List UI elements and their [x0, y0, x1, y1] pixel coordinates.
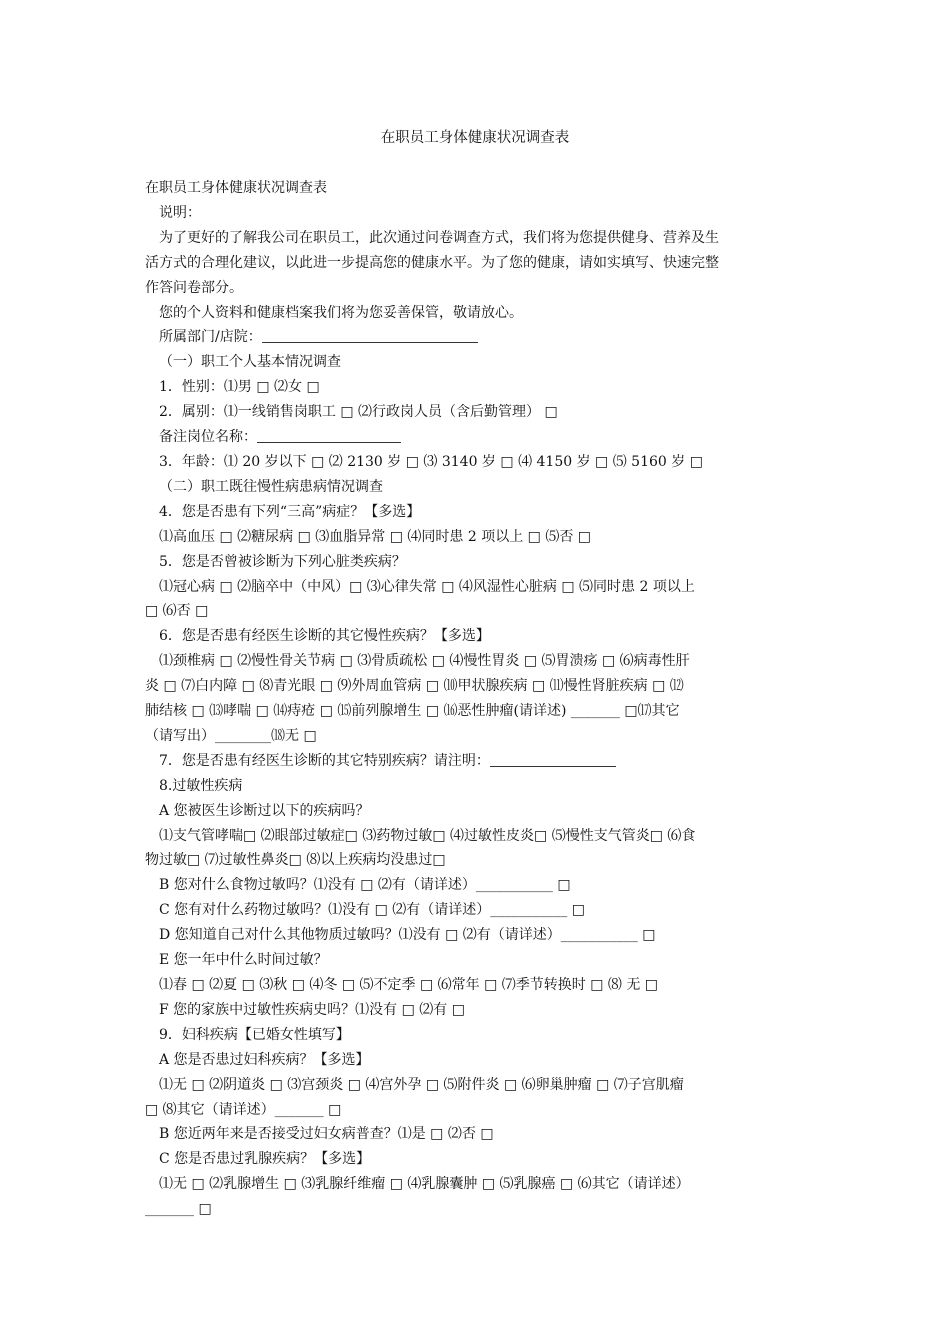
line-text: 物过敏□ ⑺过敏性鼻炎□ ⑻以上疾病均没患过□ [145, 852, 446, 869]
form-line [145, 276, 805, 301]
form-line [145, 575, 805, 600]
line-text: ⑴颈椎病 □ ⑵慢性骨关节病 □ ⑶骨质疏松 □ ⑷慢性胃炎 □ ⑸胃溃疡 □ ⑹病毒性肝 [159, 653, 690, 670]
form-line [145, 450, 805, 475]
line-text: （一）职工个人基本情况调查 [159, 354, 341, 371]
form-line [145, 1048, 805, 1073]
form-line [145, 873, 805, 898]
form-line [145, 923, 805, 948]
line-text: C 您是否患过乳腺疾病？【多选】 [159, 1151, 371, 1168]
form-line [145, 973, 805, 998]
line-text: A 您被医生诊断过以下的疾病吗？ [159, 802, 370, 819]
line-text: 活方式的合理化建议，以此进一步提高您的健康水平。为了您的健康，请如实填写、快速完整 [145, 254, 719, 271]
line-text: □ ⑹否 □ [145, 603, 209, 620]
line-text: 9．妇科疾病【已婚女性填写】 [159, 1026, 350, 1043]
line-text: 说明： [159, 204, 201, 221]
line-text: 7．您是否患有经医生诊断的其它特别疾病？请注明： [159, 752, 490, 769]
line-text: 为了更好的了解我公司在职员工，此次通过问卷调查方式，我们将为您提供健身、营养及生 [159, 229, 719, 246]
line-text: （二）职工既往慢性病患病情况调查 [159, 478, 383, 495]
line-text: 肺结核 □ ⒀哮喘 □ ⒁痔疮 □ ⒂前列腺增生 □ ⒃恶性肿瘤(请详述) _______ □⒄其它 [145, 703, 680, 720]
line-text: F 您的家族中过敏性疾病史吗？⑴没有 □ ⑵有 □ [159, 1001, 465, 1018]
form-line [145, 400, 805, 425]
form-line [145, 1147, 805, 1172]
line-text: ⑴春 □ ⑵夏 □ ⑶秋 □ ⑷冬 □ ⑸不定季 □ ⑹常年 □ ⑺季节转换时 □ ⑻ 无 □ [159, 977, 659, 993]
fill-in-blank[interactable] [257, 427, 401, 443]
line-text: ⑴冠心病 □ ⑵脑卒中（中风）□ ⑶心律失常 □ ⑷风湿性心脏病 □ ⑸同时患 2 项以上 [159, 578, 695, 595]
form-line [145, 375, 805, 400]
line-text: D 您知道自己对什么其他物质过敏吗？⑴没有 □ ⑵有（请详述）___________ □ [159, 927, 656, 944]
form-line [145, 1098, 805, 1123]
form-line [145, 799, 805, 824]
form-line [145, 1122, 805, 1147]
line-text: 炎 □ ⑺白内障 □ ⑻青光眼 □ ⑼外周血管病 □ ⑽甲状腺疾病 □ ⑾慢性肾脏疾病 □ ⑿ [145, 678, 684, 695]
form-line [145, 848, 805, 873]
line-text: 8.过敏性疾病 [159, 777, 243, 794]
document-title: 在职员工身体健康状况调查表 [380, 130, 570, 146]
line-text: 3．年龄：⑴ 20 岁以下 □ ⑵ 2130 岁 □ ⑶ 3140 岁 □ ⑷ 4150 岁 □ ⑸ 5160 岁 □ [159, 453, 703, 470]
line-text: 1．性别：⑴男 □ ⑵女 □ [159, 379, 320, 396]
line-text: A 您是否患过妇科疾病？【多选】 [159, 1051, 370, 1068]
line-text: 5．您是否曾被诊断为下列心脏类疾病？ [159, 553, 406, 570]
line-text: _______ □ [145, 1201, 212, 1218]
form-line [145, 824, 805, 849]
form-line [145, 599, 805, 624]
line-text: B 您对什么食物过敏吗？⑴没有 □ ⑵有（请详述）___________ □ [159, 877, 571, 894]
line-text: 在职员工身体健康状况调查表 [145, 180, 327, 196]
form-line [145, 724, 805, 749]
form-line [145, 624, 805, 649]
form-line [145, 649, 805, 674]
form-line [145, 699, 805, 724]
questionnaire-body [145, 176, 805, 1222]
form-line [145, 998, 805, 1023]
form-line [145, 226, 805, 251]
line-text: □ ⑻其它（请详述）_______ □ [145, 1101, 342, 1118]
line-text: B 您近两年来是否接受过妇女病普查？⑴是 □ ⑵否 □ [159, 1126, 494, 1143]
form-line [145, 525, 805, 550]
form-line [145, 176, 805, 201]
form-line [145, 301, 805, 326]
form-line [145, 350, 805, 375]
form-line [145, 898, 805, 923]
form-line [145, 1197, 805, 1222]
fill-in-blank[interactable] [262, 327, 478, 343]
line-text: 4．您是否患有下列“三高”病症？【多选】 [159, 503, 421, 520]
line-text: C 您有对什么药物过敏吗？⑴没有 □ ⑵有（请详述）___________ □ [159, 902, 585, 919]
form-line [145, 948, 805, 973]
line-text: ⑴无 □ ⑵乳腺增生 □ ⑶乳腺纤维瘤 □ ⑷乳腺囊肿 □ ⑸乳腺癌 □ ⑹其它（请详述） [159, 1176, 690, 1193]
line-text: 6．您是否患有经医生诊断的其它慢性疾病？【多选】 [159, 628, 490, 645]
form-line [145, 1023, 805, 1048]
line-text: ⑴支气管哮喘□ ⑵眼部过敏症□ ⑶药物过敏□ ⑷过敏性皮炎□ ⑸慢性支气管炎□ ⑹食 [159, 827, 696, 844]
line-text: ⑴高血压 □ ⑵糖尿病 □ ⑶血脂异常 □ ⑷同时患 2 项以上 □ ⑸否 □ [159, 528, 591, 545]
form-line [145, 1073, 805, 1098]
form-line [145, 749, 805, 774]
form-line [145, 1172, 805, 1197]
line-text: 所属部门/店院： [159, 329, 262, 346]
form-line [145, 674, 805, 699]
form-line [145, 325, 805, 350]
line-text: 备注岗位名称： [159, 429, 257, 446]
line-text: 2．属别：⑴一线销售岗职工 □ ⑵行政岗人员（含后勤管理） □ [159, 404, 558, 421]
form-line [145, 500, 805, 525]
form-line [145, 475, 805, 500]
form-line [145, 425, 805, 450]
line-text: 作答问卷部分。 [145, 279, 243, 296]
line-text: ⑴无 □ ⑵阴道炎 □ ⑶宫颈炎 □ ⑷宫外孕 □ ⑸附件炎 □ ⑹卵巢肿瘤 □ ⑺子宫肌瘤 [159, 1076, 684, 1093]
form-line [145, 774, 805, 799]
form-line [145, 201, 805, 226]
line-text: E 您一年中什么时间过敏？ [159, 952, 328, 969]
fill-in-blank[interactable] [490, 751, 616, 767]
line-text: （请写出）________⒅无 □ [145, 727, 317, 744]
form-line [145, 251, 805, 276]
form-line [145, 550, 805, 575]
line-text: 您的个人资料和健康档案我们将为您妥善保管，敬请放心。 [159, 304, 523, 321]
